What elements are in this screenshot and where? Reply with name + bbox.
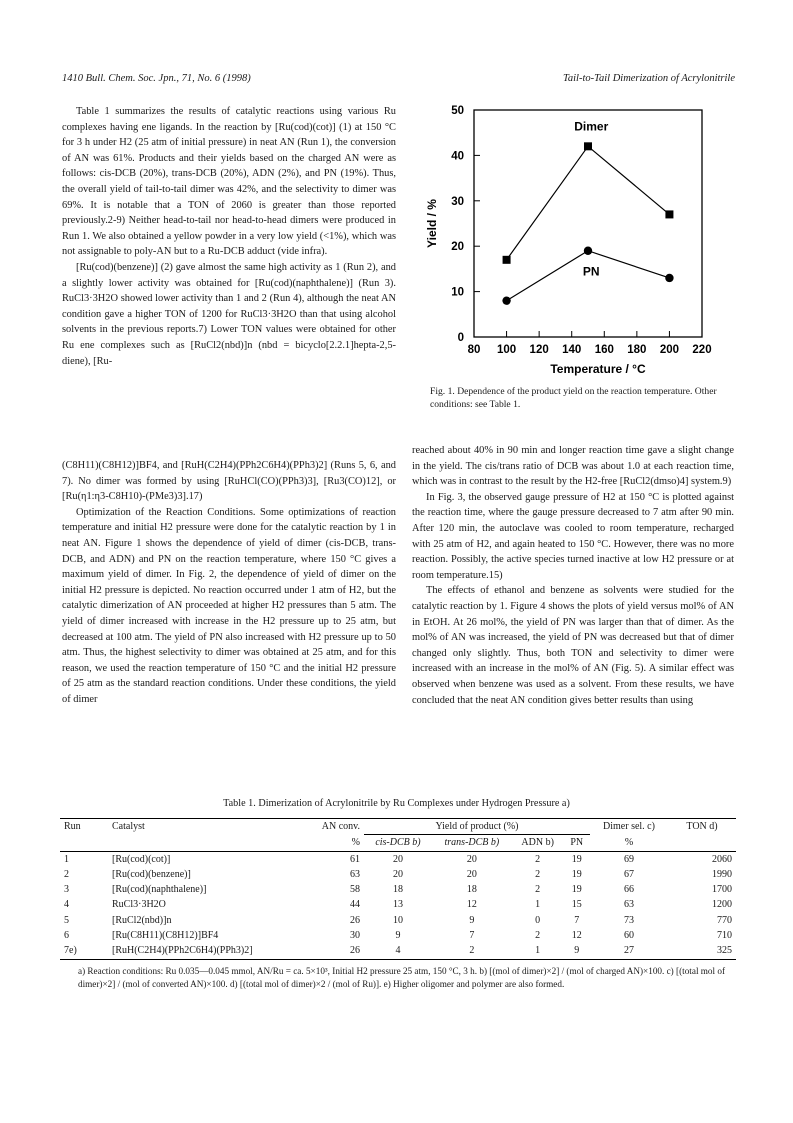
running-header-right: Tail-to-Tail Dimerization of Acrylonitrile: [562, 73, 735, 84]
cell-trans: 7: [469, 930, 475, 942]
cell-cis: 20: [392, 853, 403, 865]
data-point-dimer: [665, 210, 673, 218]
cell-sel: 27: [624, 945, 634, 957]
cell-pn: 19: [571, 853, 582, 865]
body-column-left-bottom: [62, 458, 396, 708]
y-axis-label: Yield / %: [425, 199, 439, 248]
data-point-pn: [502, 296, 510, 304]
x-tick-label: 180: [627, 344, 647, 356]
series-label-pn: PN: [582, 264, 600, 279]
data-point-dimer: [503, 256, 511, 264]
cell-ton: 325: [717, 945, 732, 957]
table-row: [60, 851, 736, 867]
y-tick-label: 10: [451, 286, 464, 299]
body-column-right: [412, 443, 734, 708]
cell-run: 3: [64, 884, 69, 896]
cell-pn: 12: [571, 930, 582, 942]
body-column-left-top: [62, 104, 396, 369]
cell-trans: 20: [466, 853, 477, 865]
paragraph: Optimization of the Reaction Conditions. Some optimizations of reaction temperature and initial H2 pressure were done for the catalytic reaction by 1 in neat AN. Figure 1 shows the dependence of yield of dimer (cis-DCB, trans-DCB, and ADN) and PN on the reaction temperature, where 150 °C gives a maximum yield of dimer. In Fig. 2, the dependence of yield of dimer on the initial H2 pressure is depicted. No reaction occurred under 1 atm of H2, but the catalytic dimerization of AN proceeded at higher H2 pressures than 5 atm. The yield of dimer increased with increase in the H2 pressure up to 25 atm, but decreased at 100 atm. The yield of PN also increased with H2 pressure up to 50 atm. Thus, the highest selectivity to dimer was obtained at 25 atm, and for this reason, we used the reaction temperature of 150 °C and the initial H2 pressure of 25 atm as the standard reaction conditions. Under these conditions, the yield of dimer: [62, 506, 396, 705]
paragraph: (C8H11)(C8H12)]BF4, and [RuH(C2H4)(PPh2C6H4)(PPh3)2] (Runs 5, 6, and 7). No dimer was formed by using [RuHCl(CO)(PPh3)3], [Ru3(CO)12], or [Ru(η1:η3-C8H10)-(PMe3)3].17): [62, 460, 396, 503]
col-ton: TON d): [686, 821, 718, 833]
data-point-dimer: [584, 142, 592, 150]
figure-1-chart: [412, 100, 742, 380]
col-yield-group: Yield of product (%): [364, 819, 590, 835]
table-row: [60, 867, 736, 882]
cell-adn: 1: [535, 899, 541, 911]
x-tick-label: 220: [692, 344, 712, 356]
cell-run: 1: [64, 853, 69, 865]
cell-catalyst: [Ru(cod)(naphthalene)]: [112, 884, 207, 896]
x-axis-label: Temperature / °C: [550, 362, 646, 376]
col-dimer-sel: Dimer sel. c): [603, 821, 655, 833]
running-header-left: 1410 Bull. Chem. Soc. Jpn., 71, No. 6 (1998): [62, 73, 251, 84]
cell-conv: 58: [350, 884, 360, 896]
cell-ton: 710: [717, 930, 732, 942]
col-an-conv: AN conv.: [321, 821, 360, 833]
y-tick-label: 20: [451, 241, 464, 254]
cell-cis: 9: [395, 930, 401, 942]
series-label-dimer: Dimer: [574, 119, 609, 134]
cell-adn: 2: [535, 884, 541, 896]
x-tick-label: 160: [594, 344, 614, 356]
cell-cis: 18: [392, 884, 403, 896]
cell-cis: 10: [392, 914, 403, 926]
cell-adn: 1: [535, 945, 541, 957]
cell-trans: 9: [469, 914, 475, 926]
x-tick-label: 100: [496, 344, 517, 356]
cell-conv: 30: [350, 930, 360, 942]
cell-pn: 19: [571, 868, 582, 880]
col-cis-dcb: cis-DCB b): [375, 837, 421, 849]
x-tick-label: 120: [529, 344, 549, 356]
cell-run: 4: [64, 899, 69, 911]
series-line-dimer: [507, 146, 670, 260]
results-table: [60, 818, 736, 960]
col-pn: PN: [570, 837, 584, 849]
cell-pn: 9: [574, 945, 580, 957]
y-tick-label: 40: [451, 150, 464, 163]
cell-cis: 20: [392, 868, 403, 880]
cell-pn: 7: [574, 914, 580, 926]
cell-conv: 44: [350, 899, 360, 911]
cell-ton: 1200: [712, 899, 732, 911]
data-point-pn: [584, 247, 592, 255]
cell-cis: 4: [395, 945, 401, 957]
x-tick-label: 200: [659, 344, 680, 356]
y-tick-label: 0: [457, 332, 464, 344]
cell-trans: 12: [466, 899, 477, 911]
paragraph: [Ru(cod)(benzene)] (2) gave almost the same high activity as 1 (Run 2), and a slightly lower activity was obtained for [Ru(cod)(naphthalene)] (Run 3). RuCl3·3H2O showed lower activity than 1 and 2 (Run 4), although the neat AN condition gave a higher TON of 1200 for RuCl3·3H2O than that using alcohol solvents in the previous reports.7) Lower TON values were obtained for other Ru ene complexes such as [RuCl2(nbd)]n (nbd = bicyclo[2.2.1]hepta-2,5-diene), [Ru-: [62, 261, 396, 367]
cell-adn: 2: [535, 853, 541, 865]
paragraph: In Fig. 3, the observed gauge pressure of H2 at 150 °C is plotted against the reaction time, where the gauge pressure decreased to 7 atm after 90 min. After 120 min, the autoclave was cooled to room temperature, recharged with 25 atm of H2, and again heated to 150 °C. However, there was no more reaction. Possibly, the active species turned inactive at low H2 pressure or at room temperature.15): [412, 491, 734, 581]
cell-sel: 66: [624, 884, 634, 896]
cell-adn: 0: [535, 914, 541, 926]
cell-catalyst: [RuH(C2H4)(PPh2C6H4)(PPh3)2]: [112, 945, 253, 957]
col-adn: ADN b): [521, 837, 554, 849]
table-row: [60, 943, 736, 959]
cell-adn: 2: [535, 930, 541, 942]
paragraph: reached about 40% in 90 min and longer reaction time gave a slight change in the yield. The cis/trans ratio of DCB was about 1.0 at each reaction time, which was in contrast to the result by the H2-free [RuCl2(dmso)4] system.9): [412, 445, 734, 488]
cell-conv: 63: [350, 868, 360, 880]
cell-cis: 13: [392, 899, 403, 911]
cell-run: 6: [64, 930, 69, 942]
cell-catalyst: [Ru(cod)(cot)]: [112, 853, 171, 865]
cell-ton: 2060: [712, 853, 732, 865]
table-row: [60, 913, 736, 928]
cell-run: 2: [64, 868, 69, 880]
x-tick-label: 140: [562, 344, 582, 356]
paragraph: Table 1 summarizes the results of catalytic reactions using various Ru complexes having ene ligands. In the reaction by [Ru(cod)(cot)] (1) at 150 °C for 3 h under H2 (25 atm of initial pressure) in neat AN (Run 1), the conversion of AN was 61%. Products and their yields based on the charged AN were as follows: cis-DCB (20%), trans-DCB (20%), ADN (2%), and PN (19%). Thus, the overall yield of tail-to-tail dimer was 42%, and the selectivity to dimer was 69%. It is notable that a TON of 2060 is greater than those reported previously.2-9) Neither head-to-tail nor head-to-head dimers were produced in Run 1. We also obtained a yellow powder in a very low yield (<1%), which was not assignable to poly-AN but to a Ru-DCB adduct (vide infra).: [62, 106, 396, 258]
col-catalyst: Catalyst: [112, 821, 145, 833]
unit-pct: %: [351, 837, 360, 849]
x-tick-label: 80: [467, 344, 481, 356]
cell-catalyst: [RuCl2(nbd)]n: [112, 914, 172, 926]
yield-vs-temperature-plot: [412, 100, 742, 380]
cell-adn: 2: [535, 868, 541, 880]
paragraph: The effects of ethanol and benzene as solvents were studied for the catalytic reaction by 1. Figure 4 shows the plots of yield versus mol% of AN in EtOH. At 26 mol%, the yield of PN was larger than that of dimer. As the mol% of AN was increased, the yield of PN was decreased but that of dimer changed only slightly. Thus, both TON and selectivity to dimer were increased with an increase in the mol% of AN (Fig. 5). A similar effect was observed when benzene was used as a solvent. From these results, we have concluded that the neat AN condition gives better results than using: [412, 585, 734, 706]
cell-sel: 60: [624, 930, 634, 942]
cell-conv: 26: [350, 914, 360, 926]
cell-conv: 61: [350, 853, 360, 865]
table-row: [60, 928, 736, 943]
cell-catalyst: [Ru(cod)(benzene)]: [112, 868, 191, 880]
y-tick-label: 30: [451, 195, 464, 208]
table-caption: Table 1. Dimerization of Acrylonitrile by Ru Complexes under Hydrogen Pressure a): [223, 798, 570, 809]
cell-trans: 20: [466, 868, 477, 880]
cell-run: 7e): [64, 945, 77, 957]
cell-trans: 2: [469, 945, 475, 957]
unit-pct: %: [624, 837, 634, 849]
figure-caption: Fig. 1. Dependence of the product yield on the reaction temperature. Other conditions: see Table 1.: [430, 386, 717, 410]
cell-sel: 67: [624, 868, 634, 880]
cell-pn: 19: [571, 884, 582, 896]
cell-sel: 69: [624, 853, 634, 865]
cell-ton: 1990: [712, 868, 732, 880]
col-run: Run: [64, 821, 81, 833]
cell-catalyst: RuCl3·3H2O: [112, 899, 166, 911]
cell-catalyst: [Ru(C8H11)(C8H12)]BF4: [112, 930, 219, 942]
col-trans-dcb: trans-DCB b): [444, 837, 500, 849]
table-row: [60, 897, 736, 912]
cell-ton: 770: [717, 914, 732, 926]
cell-sel: 73: [624, 914, 634, 926]
table-row: [60, 882, 736, 897]
cell-trans: 18: [466, 884, 477, 896]
cell-run: 5: [64, 914, 69, 926]
cell-pn: 15: [571, 899, 582, 911]
cell-conv: 26: [350, 945, 360, 957]
cell-sel: 63: [624, 899, 634, 911]
y-tick-label: 50: [451, 105, 464, 117]
table-footnote: a) Reaction conditions: Ru 0.035—0.045 mmol, AN/Ru = ca. 5×10³, Initial H2 pressure 25 atm, 150 °C, 3 h. b) [(mol of dimer)×2] / (mol of charged AN)×100. c) [(total mol of dimer)×2] / (mol of converted AN)×100. d) [(total mol of dimer)×2 / (mol of Ru)]. e) Higher oligomer and polymer are also formed.: [78, 966, 726, 989]
data-point-pn: [665, 274, 673, 282]
cell-ton: 1700: [712, 884, 732, 896]
